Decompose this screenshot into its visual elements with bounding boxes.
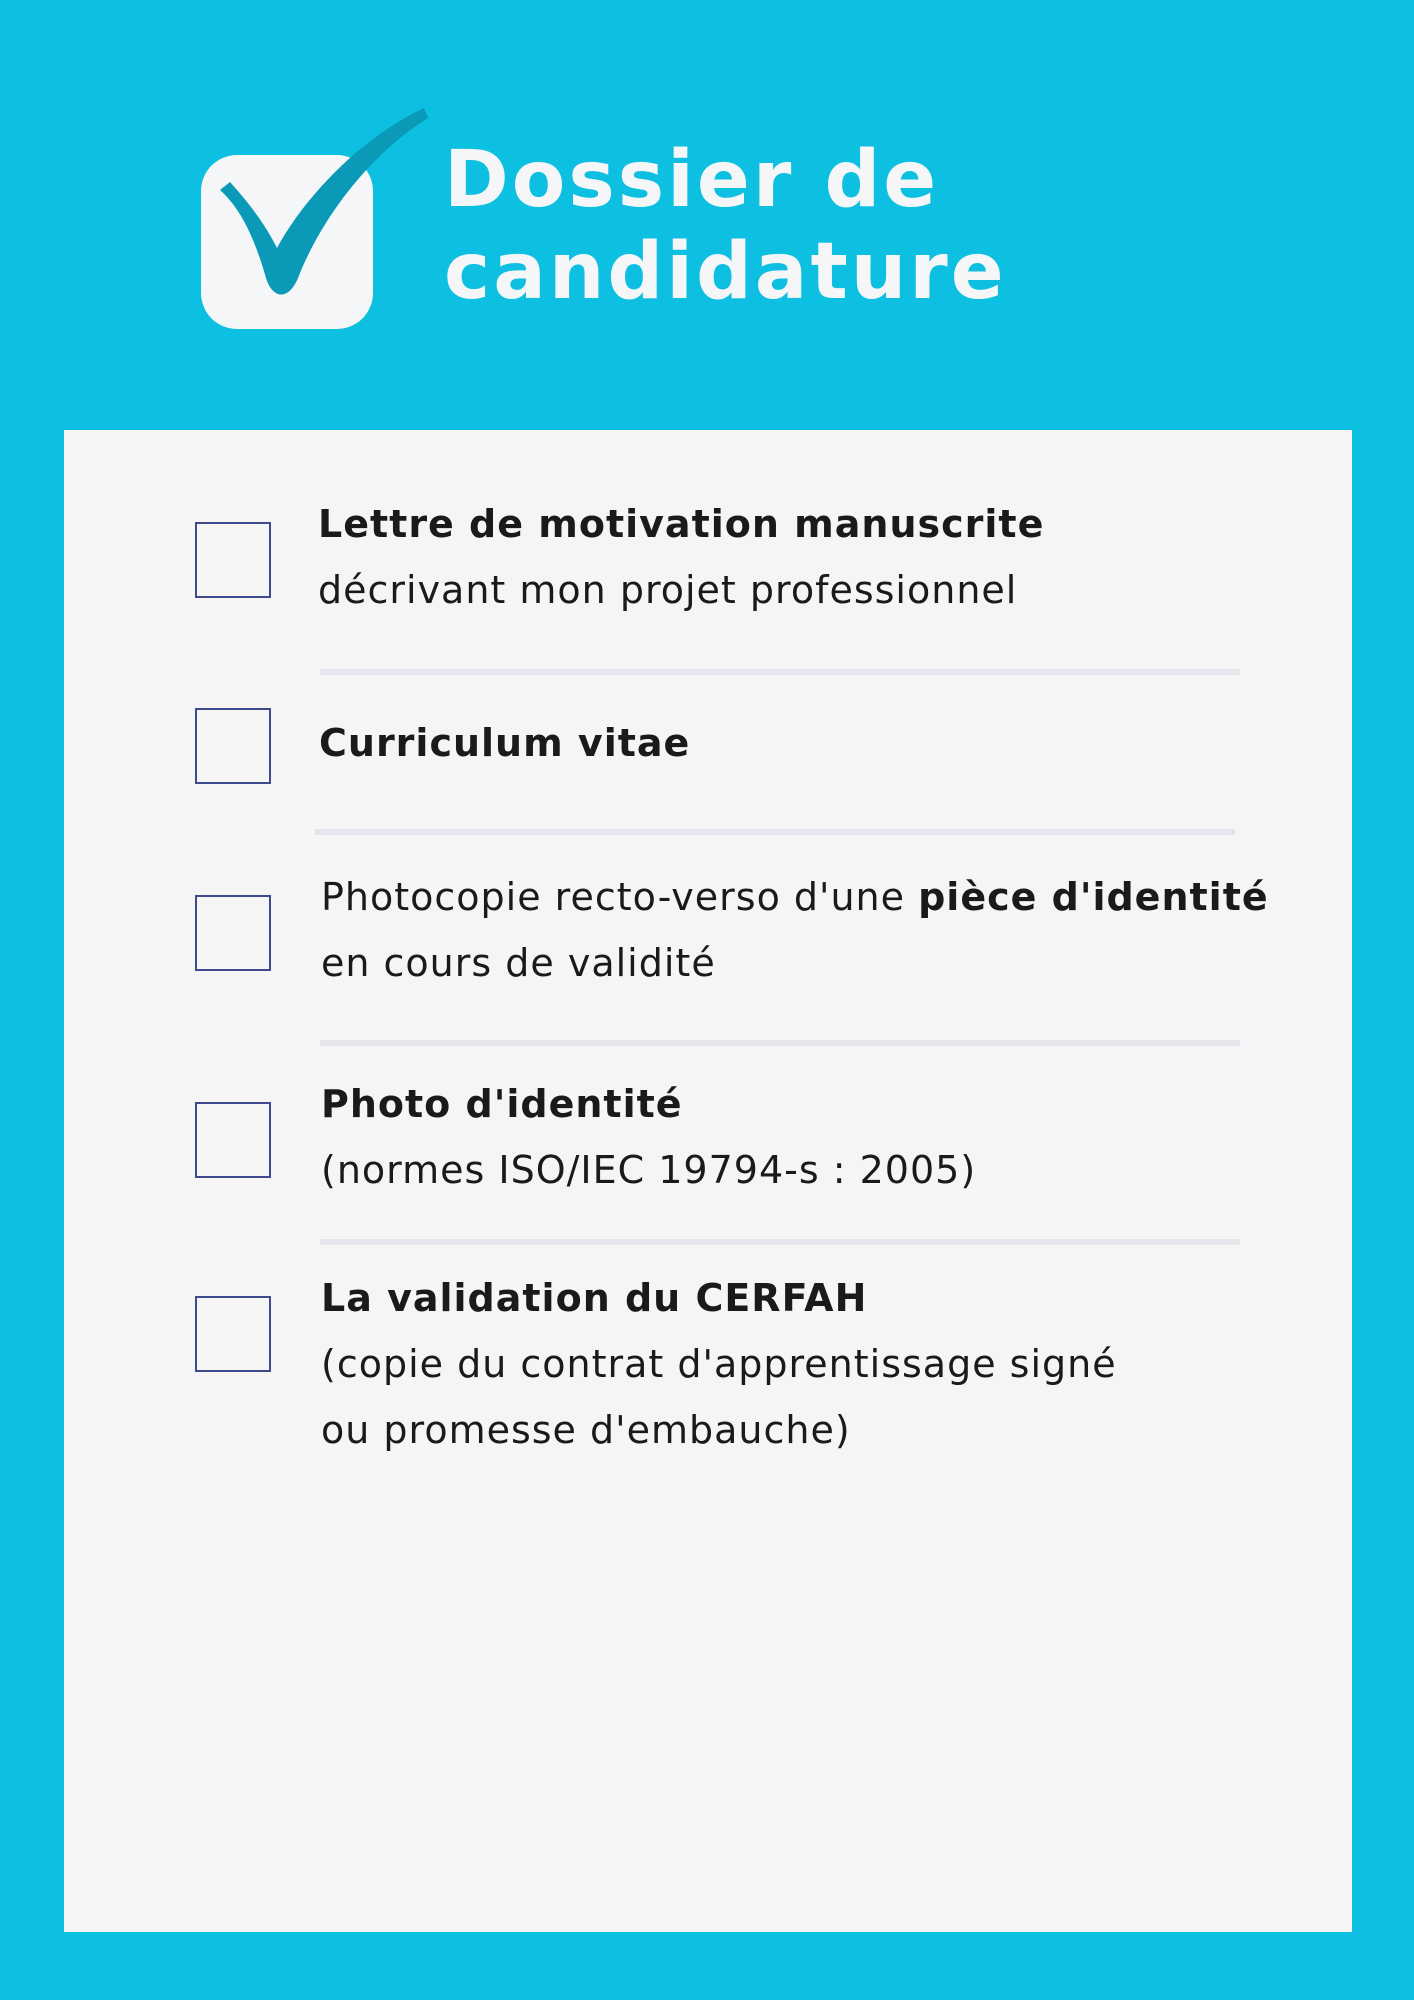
divider xyxy=(315,829,1235,835)
checklist-item-bold: pièce d'identité xyxy=(918,875,1269,919)
checklist-item-bold: Lettre de motivation manuscrite xyxy=(318,502,1045,546)
divider xyxy=(320,1239,1240,1245)
checklist-item-text xyxy=(321,864,1269,996)
checklist-item-text xyxy=(321,1071,976,1203)
checkbox-lettre-motivation[interactable] xyxy=(195,522,271,598)
checkbox-piece-identite[interactable] xyxy=(195,895,271,971)
checklist-item-prefix: Photocopie recto-verso d'une xyxy=(321,875,919,919)
checklist-item-detail: en cours de validité xyxy=(321,941,716,985)
checklist-item-bold: Curriculum vitae xyxy=(319,721,691,765)
checklist-item-detail: décrivant mon projet professionnel xyxy=(318,568,1018,612)
checkbox-cv[interactable] xyxy=(195,708,271,784)
checklist-item-detail: (normes ISO/IEC 19794-s : 2005) xyxy=(321,1148,977,1192)
checklist-item-text xyxy=(318,491,1044,623)
checkbox-cerfah[interactable] xyxy=(195,1296,271,1372)
page-title-line-1: Dossier de xyxy=(444,135,940,225)
checklist-item-detail-2: ou promesse d'embauche) xyxy=(321,1408,851,1452)
checklist-item-text xyxy=(319,710,690,776)
divider xyxy=(320,669,1240,675)
page-title xyxy=(444,134,1007,318)
divider xyxy=(320,1040,1240,1046)
checkbox-photo-identite[interactable] xyxy=(195,1102,271,1178)
checkbox-check-icon xyxy=(200,108,430,338)
checklist-item-bold: Photo d'identité xyxy=(321,1082,683,1126)
checklist-item-detail: (copie du contrat d'apprentissage signé xyxy=(321,1342,1117,1386)
page-title-line-2: candidature xyxy=(444,227,1007,317)
header xyxy=(0,0,1414,430)
checklist-panel xyxy=(64,430,1352,1932)
checklist-item-text xyxy=(321,1265,1117,1463)
checklist-item-bold: La validation du CERFAH xyxy=(321,1276,868,1320)
